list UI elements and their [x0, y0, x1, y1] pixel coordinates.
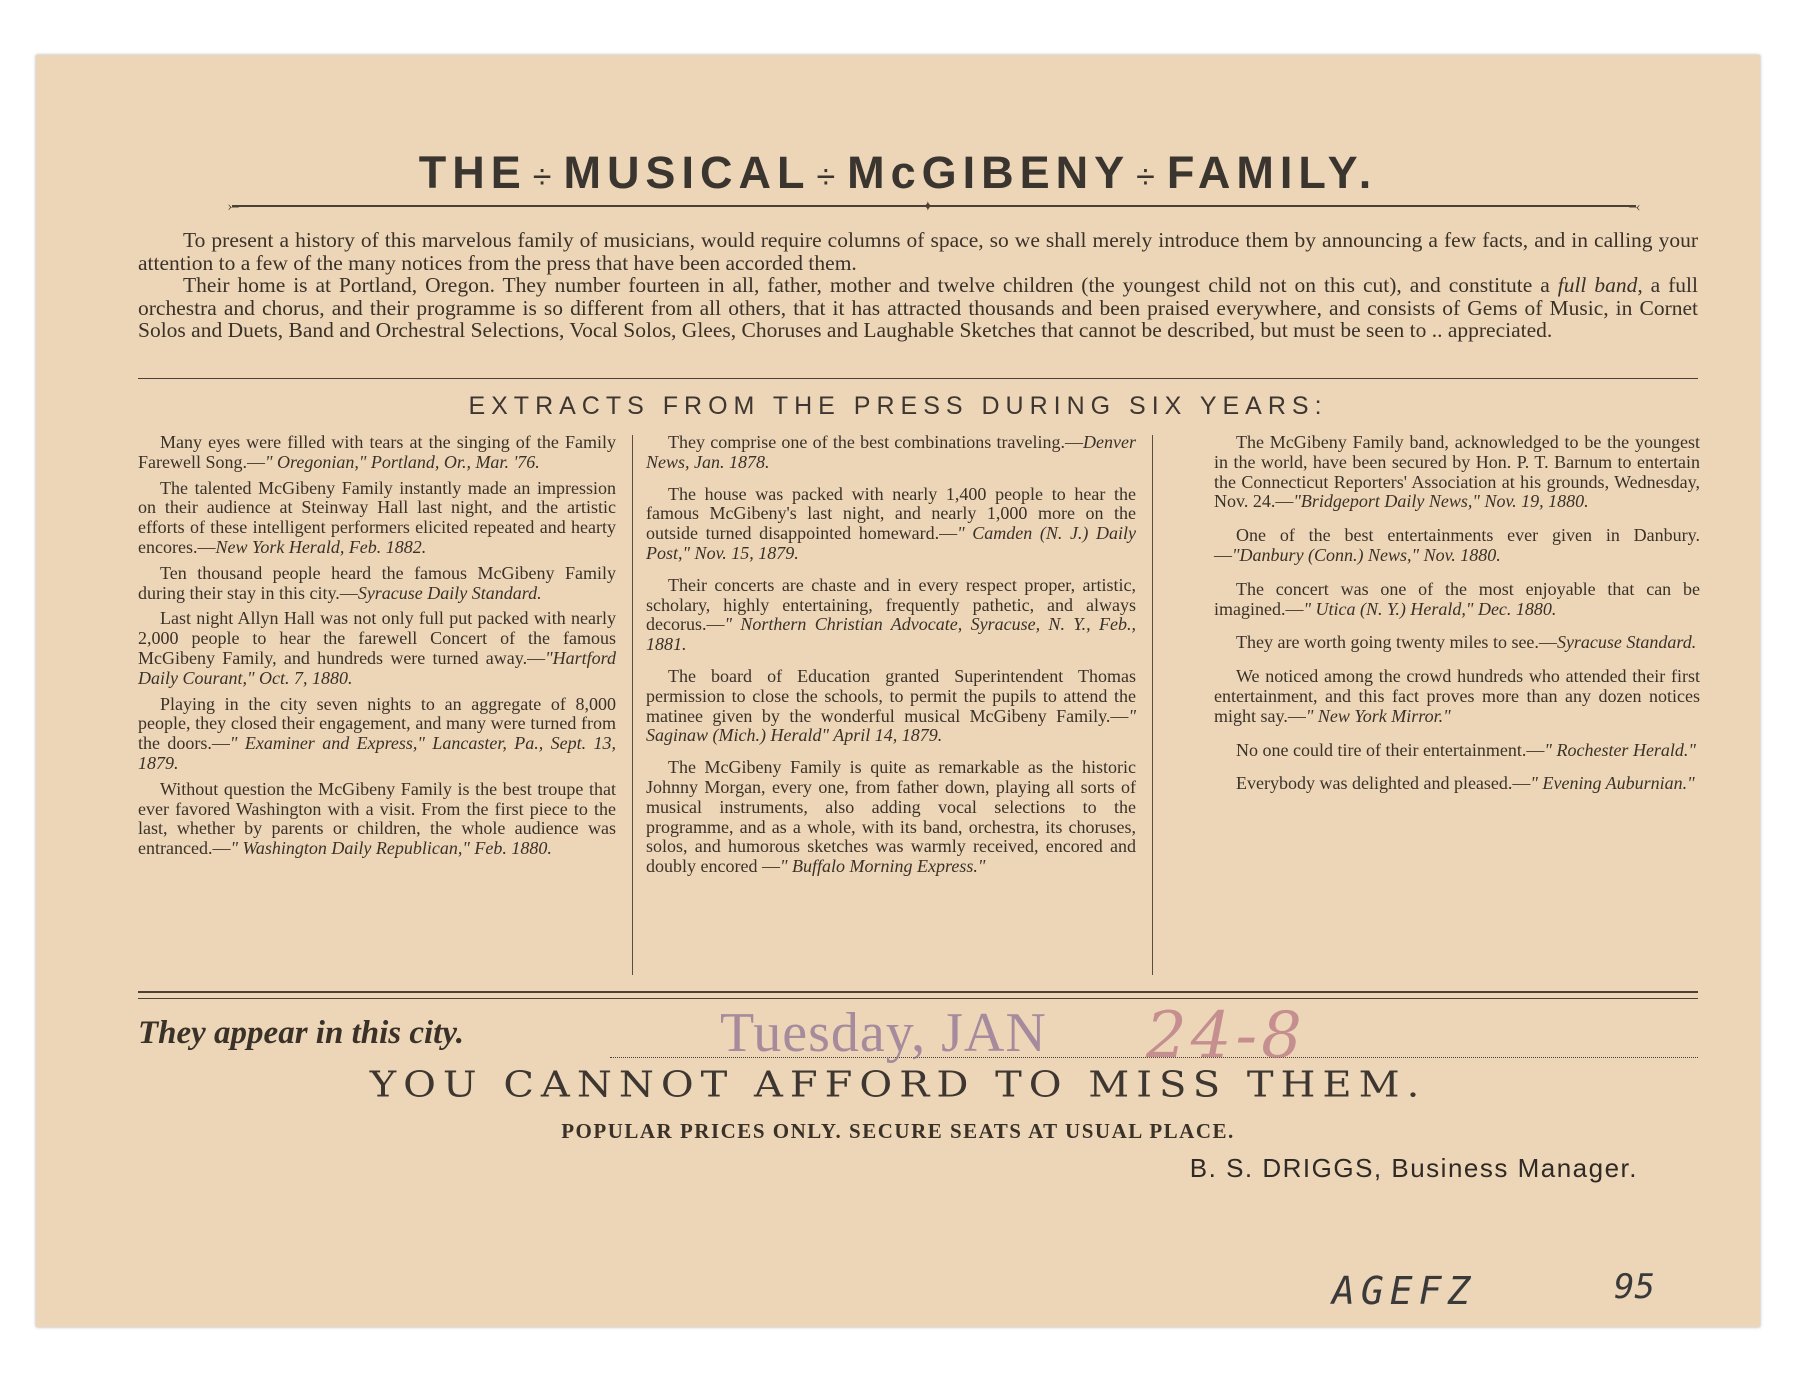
press-extract: [138, 479, 616, 558]
intro-paragraph-2-part-b: , a full orchestra and chorus, and their programme is so different from all others, that it has attracted thousands and been praised everywhere, and consists of Gems of Music, in Cornet Solos and Duets, Band and Orchestral Selections, Vocal Solos, Glees, Choruses and Laughable Sketches that cannot be described, but must be seen to .. appreciated.: [138, 273, 1698, 342]
press-extract-source: "Hartford Daily Courant," Oct. 7, 1880.: [138, 647, 616, 688]
press-extract-source: Syracuse Standard.: [1556, 632, 1697, 653]
press-extract-text: The board of Education granted Superintendent Thomas permission to close the schools, to permit the pupils to attend the matinee given by the wonderful musical McGibeny Family.—: [646, 665, 1136, 726]
date-stamp: Tuesday, JAN: [720, 1002, 1047, 1064]
title-word-2: MUSICAL: [563, 147, 811, 198]
press-extract: [138, 609, 616, 688]
press-extract-source: " Camden (N. J.) Daily Post," Nov. 15, 1879.: [646, 523, 1136, 563]
press-extract-text: Last night Allyn Hall was not only full put packed with nearly 2,000 people to hear the farewell Concert of the famous McGibeny Family, and hundreds were turned away.—: [138, 608, 616, 668]
press-extract: [138, 433, 616, 473]
press-extract-text: Playing in the city seven nights to an aggregate of 8,000 people, they closed their engagement, and many were turned from the doors.—: [138, 693, 616, 754]
intro-paragraph-2-emphasis: full band: [1557, 273, 1638, 297]
press-extract: [1214, 526, 1700, 566]
page-title: [36, 147, 1760, 199]
press-extracts: [138, 433, 1700, 981]
press-extract-text: The McGibeny Family band, acknowledged to be the youngest in the world, have been secured by Hon. P. T. Barnum to entertain the Connecticut Reporters' Association at his grounds, Wednesday, Nov. 24.—: [1214, 432, 1700, 512]
press-extract-text: The house was packed with nearly 1,400 people to hear the famous McGibeny's last night, and nearly 1,000 more on the outside turned disappointed homeward.—: [646, 483, 1136, 544]
press-extract-text: The talented McGibeny Family instantly made an impression on their audience at Steinway Hall last night, and the artistic efforts of these intelligent performers elicited repeated and hearty encores.—: [138, 477, 616, 557]
rule-ornament-left-icon: ⤚: [228, 199, 240, 215]
double-divider: [138, 991, 1698, 999]
press-extract-text: Without question the McGibeny Family is the best troupe that ever favored Washington with a visit. From the first piece to the last, whether by parents or children, the whole audience was entranced.—: [138, 778, 616, 859]
press-extract: [138, 780, 616, 859]
appearance-label: They appear in this city.: [138, 1015, 465, 1051]
catalog-number: 95: [1614, 1267, 1655, 1307]
press-extract: [1214, 667, 1700, 726]
handwritten-date: 24-8: [1146, 999, 1306, 1073]
catalog-code: AGEFZ: [1332, 1269, 1477, 1313]
intro-paragraph-2-part-a: Their home is at Portland, Oregon. They number fourteen in all, father, mother and twelve children (the youngest child not on this cut), and constitute a: [183, 273, 1558, 297]
press-extract-source: Denver News, Jan. 1878.: [646, 432, 1136, 472]
press-extract-text: They are worth going twenty miles to see.—: [1236, 632, 1557, 653]
press-extract-text: Ten thousand people heard the famous McGibeny Family during their stay in this city.—: [138, 562, 616, 603]
press-extract-text: One of the best entertainments ever given in Danbury.—: [1214, 525, 1700, 565]
section-divider: [138, 378, 1698, 379]
press-extract: [646, 667, 1136, 746]
business-manager: B. S. DRIGGS, Business Manager.: [1189, 1153, 1638, 1183]
press-extract: [1214, 633, 1700, 653]
press-heading: EXTRACTS FROM THE PRESS DURING SIX YEARS:: [468, 392, 1328, 420]
handbill-card: [36, 55, 1760, 1327]
column-divider-2: [1152, 435, 1153, 975]
rule-ornament-right-icon: ⤙: [1628, 199, 1640, 215]
press-extract-source: " Examiner and Express," Lancaster, Pa., Sept. 13, 1879.: [138, 733, 617, 773]
press-extract: [646, 758, 1136, 877]
press-extract-text: Many eyes were filled with tears at the singing of the Family Farewell Song.—: [138, 432, 616, 472]
press-extract-text: The McGibeny Family is quite as remarkable as the historic Johnny Morgan, every one, from father down, playing all sorts of musical instruments, also adding vocal selections to the programme, and as a whole, with its band, orchestra, its choruses, solos, and humorous sketches was warmly received, encored and doubly encored —: [646, 757, 1136, 877]
title-separator-1: ÷: [532, 158, 558, 196]
press-extract-text: The concert was one of the most enjoyable that can be imagined.—: [1214, 578, 1700, 619]
press-extract-source: " Saginaw (Mich.) Herald" April 14, 1879.: [646, 705, 1136, 746]
press-extract-source: " Utica (N. Y.) Herald," Dec. 1880.: [1303, 598, 1557, 619]
press-column-3: [1214, 433, 1700, 808]
press-extract: [646, 485, 1136, 564]
rule-ornament-center-icon: ✦: [922, 199, 934, 215]
press-extract: [646, 576, 1136, 655]
column-divider-1: [632, 435, 633, 975]
intro-paragraph-1: To present a history of this marvelous family of musicians, would require columns of space, so we shall merely introduce them by announcing a few facts, and in calling your attention to a few of the many notices from the press that have been accorded them.: [138, 228, 1698, 275]
title-word-4: FAMILY.: [1166, 147, 1378, 198]
press-extract-source: Syracuse Daily Standard.: [357, 582, 542, 603]
press-extract: [138, 695, 616, 774]
press-extract: [138, 564, 616, 604]
press-extract-source: " Rochester Herald.": [1544, 739, 1696, 760]
press-extract-text: Their concerts are chaste and in every respect proper, artistic, scholary, highly entertaining, frequently pathetic, and always decorus.—: [646, 574, 1136, 635]
press-extract-text: No one could tire of their entertainment.—: [1236, 739, 1545, 760]
press-extract-source: " Northern Christian Advocate, Syracuse, N. Y., Feb., 1881.: [646, 614, 1136, 655]
press-extract-text: They comprise one of the best combinations traveling.—: [668, 432, 1084, 452]
press-extract-text: We noticed among the crowd hundreds who attended their first entertainment, and this fact proves more than any dozen notices might say.—: [1214, 666, 1700, 726]
press-extract-source: " Buffalo Morning Express.": [779, 856, 986, 877]
press-extract-source: " New York Mirror.": [1305, 705, 1451, 726]
press-extract-source: " Evening Auburnian.": [1530, 773, 1695, 794]
press-extract: [1214, 433, 1700, 512]
press-extract-source: New York Herald, Feb. 1882.: [215, 536, 427, 557]
intro-paragraph-2: [138, 274, 1698, 342]
press-extract: [1214, 580, 1700, 620]
press-extract-source: "Danbury (Conn.) News," Nov. 1880.: [1232, 544, 1501, 565]
press-extract: [1214, 741, 1700, 761]
intro-text: [138, 229, 1698, 342]
press-extract: [1214, 774, 1700, 794]
press-extract-text: Everybody was delighted and pleased.—: [1236, 773, 1531, 794]
title-word-1: THE: [418, 147, 527, 198]
title-rule: [228, 199, 1640, 215]
press-column-2: [646, 433, 1136, 889]
title-word-3: McGIBENY: [847, 147, 1131, 198]
headline: YOU CANNOT AFFORD TO MISS THEM.: [369, 1064, 1427, 1106]
title-separator-3: ÷: [1136, 158, 1161, 196]
press-extract-source: " Washington Daily Republican," Feb. 1880.: [230, 838, 552, 859]
prices-line: POPULAR PRICES ONLY. SECURE SEATS AT USUAL PLACE.: [561, 1119, 1235, 1143]
press-extract-source: "Bridgeport Daily News," Nov. 19, 1880.: [1293, 491, 1589, 512]
press-column-1: [138, 433, 616, 865]
press-extract-source: " Oregonian," Portland, Or., Mar. '76.: [264, 451, 540, 472]
title-separator-2: ÷: [816, 158, 842, 196]
press-extract: [646, 433, 1136, 473]
